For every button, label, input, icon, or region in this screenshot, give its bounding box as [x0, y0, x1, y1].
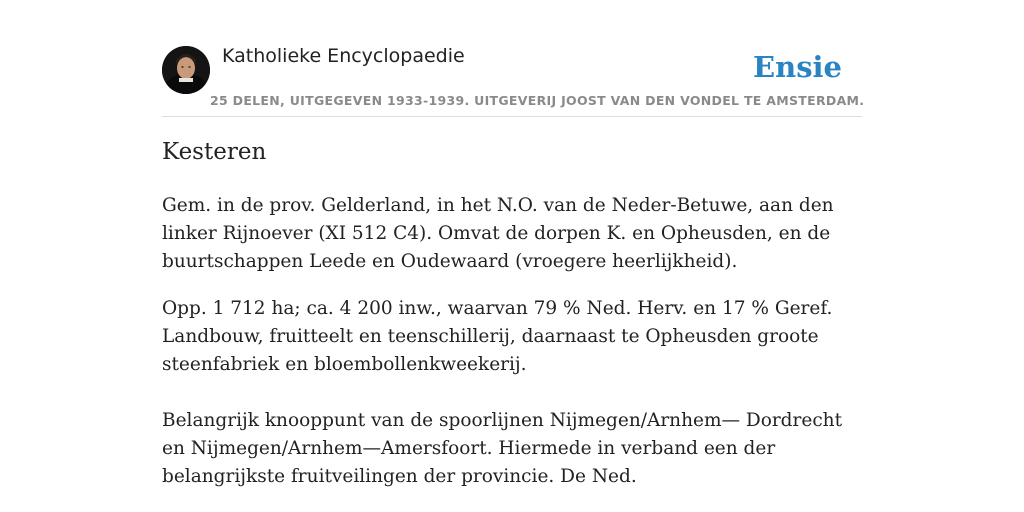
book-header	[162, 0, 865, 117]
entry-paragraph-1: Gem. in de prov. Gelderland, in het N.O. van de Neder-Betuwe, aan den linker Rijnoever (XI 512 C4). Omvat de dorpen K. en Opheusden, en de buurtschappen Leede en Oudewaard (vroegere heerlijkheid).	[162, 195, 834, 272]
book-title[interactable]: Katholieke Encyclopaedie	[222, 45, 465, 67]
portrait-svg	[162, 46, 210, 94]
page-container	[162, 0, 865, 487]
entry-paragraph-3: Belangrijk knooppunt van de spoorlijnen Nijmegen/Arnhem— Dordrecht en Nijmegen/Arnhem—Amersfoort. Hiermede in verband een der belangrijkste fruitveilingen der provincie. De Ned.	[162, 410, 843, 487]
ensie-logo-link[interactable]: Ensie	[753, 50, 842, 84]
portrait-avatar-icon[interactable]	[162, 46, 210, 94]
book-subtitle: 25 DELEN, UITGEGEVEN 1933-1939. UITGEVERIJ JOOST VAN DEN VONDEL TE AMSTERDAM.	[210, 93, 865, 108]
entry-paragraph-2: Opp. 1 712 ha; ca. 4 200 inw., waarvan 79 % Ned. Herv. en 17 % Geref. Landbouw, fruitteelt en teenschillerij, daarnaast te Opheusden groote steenfabriek en bloembollenkweekerij.	[162, 298, 833, 375]
entry-title: Kesteren	[162, 139, 267, 165]
